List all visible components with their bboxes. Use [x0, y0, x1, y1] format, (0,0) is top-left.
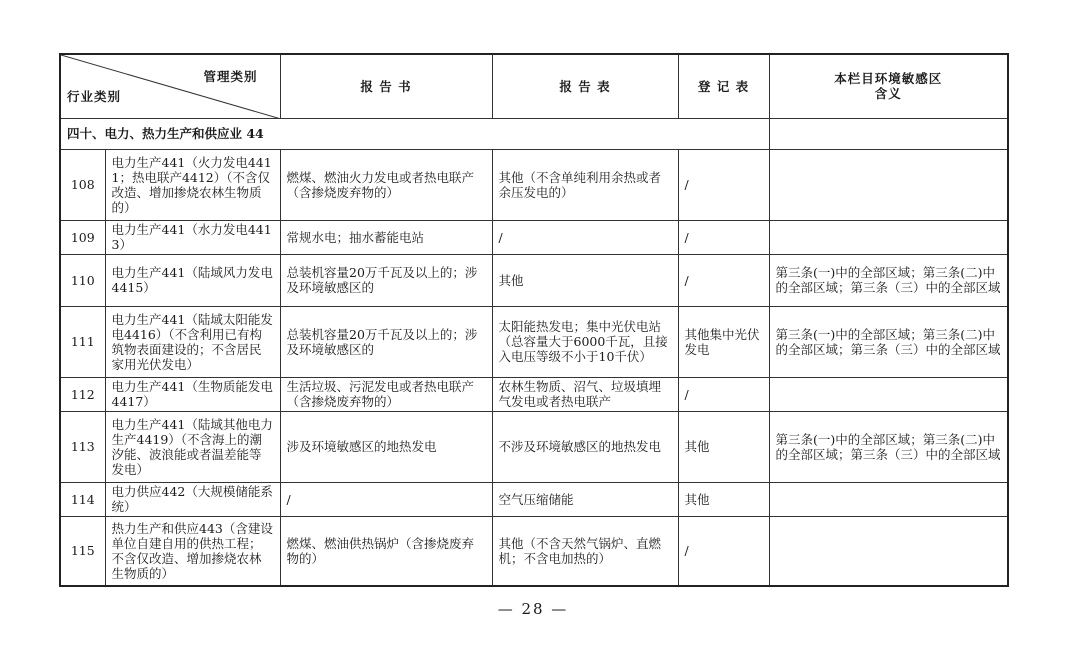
report-book-cell: 生活垃圾、污泥发电或者热电联产（含掺烧废弃物的） [280, 377, 492, 411]
register-cell: / [678, 220, 769, 254]
report-table-cell: 太阳能热发电；集中光伏电站（总容量大于6000千瓦，且接入电压等级不小于10千伏） [492, 306, 678, 377]
register-cell: / [678, 377, 769, 411]
table-row [60, 377, 1008, 411]
header-register: 登 记 表 [678, 54, 769, 118]
diagonal-header-cell [60, 54, 280, 118]
industry-cell: 电力供应442（大规模储能系统） [105, 482, 280, 516]
row-number: 114 [60, 482, 105, 516]
report-book-cell: 总装机容量20万千瓦及以上的；涉及环境敏感区的 [280, 306, 492, 377]
diagonal-line [61, 55, 280, 118]
table-row [60, 220, 1008, 254]
report-book-cell: 总装机容量20万千瓦及以上的；涉及环境敏感区的 [280, 254, 492, 306]
report-table-cell: / [492, 220, 678, 254]
page-number: — 28 — [497, 600, 569, 618]
report-book-cell: 涉及环境敏感区的地热发电 [280, 411, 492, 482]
sensitive-cell [769, 516, 1008, 586]
industry-cell: 电力生产441（陆域太阳能发电4416）（不含利用已有构筑物表面建设的；不含居民家用光伏发电） [105, 306, 280, 377]
row-number: 110 [60, 254, 105, 306]
report-book-cell: 常规水电；抽水蓄能电站 [280, 220, 492, 254]
register-cell: / [678, 254, 769, 306]
sensitive-cell [769, 377, 1008, 411]
row-number: 111 [60, 306, 105, 377]
sensitive-cell [769, 149, 1008, 220]
table-row [60, 306, 1008, 377]
register-cell: 其他 [678, 482, 769, 516]
column-category-label: 管理类别 [203, 69, 258, 84]
table-row [60, 482, 1008, 516]
row-number: 109 [60, 220, 105, 254]
row-number: 113 [60, 411, 105, 482]
industry-cell: 电力生产441（生物质能发电4417） [105, 377, 280, 411]
report-table-cell: 其他（不含单纯利用余热或者余压发电的） [492, 149, 678, 220]
report-table-cell: 不涉及环境敏感区的地热发电 [492, 411, 678, 482]
sensitive-cell: 第三条(一)中的全部区域；第三条(二)中的全部区域；第三条（三）中的全部区域 [769, 254, 1008, 306]
section-row [60, 118, 1008, 149]
industry-cell: 热力生产和供应443（含建设单位自建自用的供热工程；不含仅改造、增加掺烧农林生物质的） [105, 516, 280, 586]
table-row [60, 254, 1008, 306]
sensitive-cell: 第三条(一)中的全部区域；第三条(二)中的全部区域；第三条（三）中的全部区域 [769, 306, 1008, 377]
classification-table [59, 53, 1009, 587]
report-table-cell: 农林生物质、沼气、垃圾填埋气发电或者热电联产 [492, 377, 678, 411]
report-table-cell: 其他（不含天然气锅炉、直燃机；不含电加热的） [492, 516, 678, 586]
header-row [60, 54, 1008, 118]
row-number: 108 [60, 149, 105, 220]
report-table-cell: 其他 [492, 254, 678, 306]
table-row [60, 149, 1008, 220]
register-cell: 其他集中光伏发电 [678, 306, 769, 377]
sensitive-cell: 第三条(一)中的全部区域；第三条(二)中的全部区域；第三条（三）中的全部区域 [769, 411, 1008, 482]
report-table-cell: 空气压缩储能 [492, 482, 678, 516]
header-report-table: 报 告 表 [492, 54, 678, 118]
register-cell: 其他 [678, 411, 769, 482]
report-book-cell: 燃煤、燃油火力发电或者热电联产（含掺烧废弃物的） [280, 149, 492, 220]
report-book-cell: / [280, 482, 492, 516]
sensitive-cell [769, 220, 1008, 254]
register-cell: / [678, 149, 769, 220]
header-report-book: 报 告 书 [280, 54, 492, 118]
header-sensitive-line1: 本栏目环境敏感区 [834, 71, 943, 87]
row-number: 115 [60, 516, 105, 586]
table-row [60, 411, 1008, 482]
sensitive-cell [769, 482, 1008, 516]
industry-cell: 电力生产441（陆域风力发电4415） [105, 254, 280, 306]
header-sensitive-area [769, 54, 1008, 118]
row-category-label: 行业类别 [67, 88, 122, 104]
industry-cell: 电力生产441（陆域其他电力生产4419）（不含海上的潮汐能、波浪能或者温差能等发电） [105, 411, 280, 482]
section-empty-cell [769, 118, 1008, 149]
row-number: 112 [60, 377, 105, 411]
table-row [60, 516, 1008, 586]
report-book-cell: 燃煤、燃油供热锅炉（含掺烧废弃物的） [280, 516, 492, 586]
header-sensitive-line2: 含义 [874, 86, 902, 102]
section-title: 四十、电力、热力生产和供应业 44 [60, 118, 769, 149]
industry-cell: 电力生产441（水力发电4413） [105, 220, 280, 254]
document-page [59, 53, 1007, 587]
register-cell: / [678, 516, 769, 586]
industry-cell: 电力生产441（火力发电4411；热电联产4412）（不含仅改造、增加掺烧农林生物质的） [105, 149, 280, 220]
